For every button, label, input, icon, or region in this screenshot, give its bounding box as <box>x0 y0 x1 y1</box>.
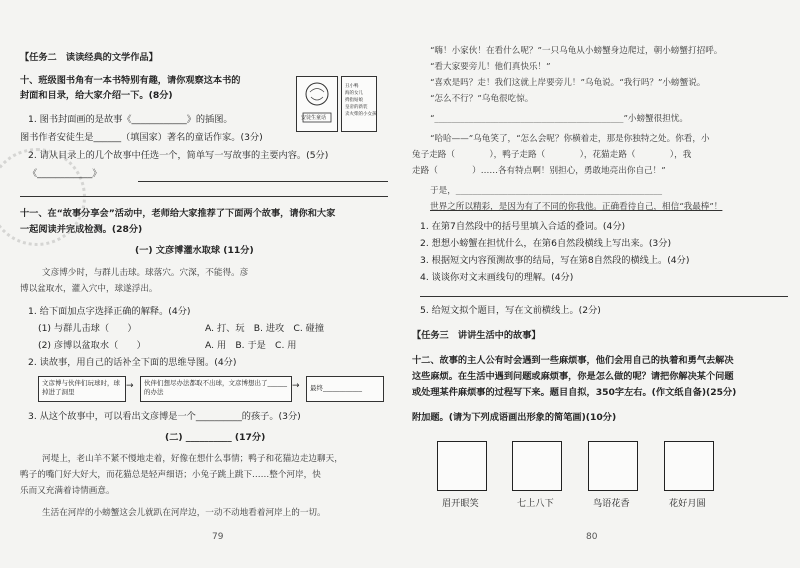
mindmap-box-2 <box>140 376 292 402</box>
story-para-3: “喜欢是吗？走！我们这就上岸要旁儿！”乌龟说。“我行吗？”小螃蟹说。 <box>430 78 706 88</box>
drawing-box-1[interactable] <box>437 441 487 491</box>
story-para-2: “看大家要旁儿！他们真快乐！” <box>430 62 551 72</box>
drawing-box-3[interactable] <box>588 441 638 491</box>
story1-title: (一) 文彦博灌水取球 (11分) <box>135 245 254 256</box>
q10-quote-blank[interactable]: 《____________》 <box>28 168 102 179</box>
q11-1b-options: A. 用 B. 于是 C. 用 <box>205 340 297 351</box>
story2-line2: 鸭子的嘴门好大好大，而花猫总是轻声细语；小兔子跳上跳下……整个河岸，快 <box>20 470 321 480</box>
q10-part1: 1. 图书封面画的是故事《____________》的插图。 <box>28 114 233 125</box>
arrow-right-icon: → <box>126 381 134 391</box>
r-question-3: 3. 根据短文内容预测故事的结局，写在第8自然段的横线上。(4分) <box>420 255 690 266</box>
extra-question: 附加题。(请为下列成语画出形象的简笔画)(10分) <box>412 412 617 423</box>
toc-item: 丑小鸭 <box>345 84 359 89</box>
q11-title-line2: 一起阅读并完成检测。(28分) <box>20 224 143 235</box>
q10-part2: 2. 请从目录上的几个故事中任选一个，简单写一写故事的主要内容。(5分) <box>28 150 329 161</box>
q11-1a-options: A. 打、玩 B. 进攻 C. 碰撞 <box>205 323 325 334</box>
q10-title-line1: 十、班级图书角有一本书特别有趣，请你观察这本书的 <box>20 75 241 86</box>
story2-line3: 乐而又充满着诗情画意。 <box>20 486 115 496</box>
story2-title: (二) __________ (17分) <box>165 432 266 443</box>
story-para-1: “嗨！小家伙！在看什么呢？”一只乌龟从小螃蟹身边爬过，朝小螃蟹打招呼。 <box>430 46 723 56</box>
page-number-right: 80 <box>586 532 598 542</box>
q11-1a: (1) 与群儿击球（ ） <box>38 323 137 334</box>
story2-line1: 河堤上，老山羊不紧不慢地走着，好像在想什么事情；鸭子和花猫边走边聊天， <box>42 454 343 464</box>
story-para-4: “怎么不行？”乌龟很吃惊。 <box>430 94 534 104</box>
mindmap-box-1 <box>38 376 126 402</box>
story-para-9-blank[interactable]: 于是，________________________________________________ <box>430 186 663 196</box>
mindmap-text-3[interactable]: 最终____________ <box>310 384 362 392</box>
story1-line2: 博以盆取水，灌入穴中，球遂浮出。 <box>20 284 158 294</box>
r-question-2: 2. 想想小螃蟹在担忧什么，在第6自然段横线上写出来。(3分) <box>420 238 672 249</box>
r-question-1: 1. 在第7自然段中的括号里填入合适的叠词。(4分) <box>420 221 626 232</box>
q12-line1: 十二、故事的主人公有时会遇到一些麻烦事，他们会用自己的执着和勇气去解决 <box>412 355 734 366</box>
q11-2: 2. 读故事，用自己的话补全下面的思维导图。(4分) <box>28 357 237 368</box>
story-para-5-blank[interactable]: “____________________________________________”小螃蟹很担忧。 <box>430 114 689 124</box>
arrow-right-icon: → <box>292 381 300 391</box>
idiom-label: 鸟语花香 <box>593 498 630 509</box>
mindmap-text-1: 文彦博与伙伴们玩球时，球掉进了洞里 <box>42 379 120 396</box>
q11-3: 3. 从这个故事中，可以看出文彦博是一个__________的孩子。(3分) <box>28 411 301 422</box>
book-cover <box>296 76 338 132</box>
q11-1: 1. 给下面加点字选择正确的解释。(4分) <box>28 306 191 317</box>
q10-title-line2: 封面和目录，给大家介绍一下。(8分) <box>20 90 173 101</box>
story-para-7[interactable]: 兔子走路（ ），鸭子走路（ ），花猫走路（ ），我 <box>412 150 692 160</box>
idiom-label: 眉开眼笑 <box>442 498 479 509</box>
underlined-sentence: 世界之所以精彩，是因为有了不同的你我他。正确看待自己，相信“我最棒”！ <box>430 202 723 212</box>
r-question-5: 5. 给短文拟个题目，写在文前横线上。(2分) <box>420 305 601 316</box>
cover-title: 安徒生童话 <box>301 115 327 121</box>
toc-item: 卖火柴的小女孩 <box>345 112 377 117</box>
cover-illustration-icon <box>297 77 337 131</box>
q10-part1b: 图书作者安徒生是______（填国家）著名的童话作家。(3分) <box>20 132 263 143</box>
book-toc <box>341 76 377 132</box>
page-number-left: 79 <box>212 532 224 542</box>
mindmap-text-2[interactable]: 伙伴们想尽办法都取不出球，文彦博想出了______的办法 <box>144 379 287 396</box>
toc-item: 皇帝的新装 <box>345 105 368 110</box>
task3-heading: 【任务三 讲讲生活中的故事】 <box>412 330 541 341</box>
r-question-4: 4. 谈谈你对文末画线句的理解。(4分) <box>420 272 574 283</box>
answer-line[interactable] <box>420 296 788 297</box>
answer-line[interactable] <box>138 181 388 182</box>
drawing-box-2[interactable] <box>512 441 562 491</box>
toc-item: 海的女儿 <box>345 91 363 96</box>
q11-1b: (2) 彦博以盆取水（ ） <box>38 340 146 351</box>
drawing-box-4[interactable] <box>664 441 714 491</box>
q12-line3: 或处理某件麻烦事的过程写下来。题目自拟，350字左右。(作文纸自备)(25分) <box>412 387 737 398</box>
idiom-label: 七上八下 <box>517 498 554 509</box>
toc-item: 拇指姑娘 <box>345 98 363 103</box>
story-para-8: 走路（ ）……各有特点啊！别担心，勇敢地亮出你自己！” <box>412 166 666 176</box>
task2-heading: 【任务二 读读经典的文学作品】 <box>20 52 158 63</box>
story-para-6: “哈哈——”乌龟笑了，“怎么会呢？你横着走，那是你独特之处。你看，小 <box>430 134 710 144</box>
mindmap-box-3 <box>306 376 384 402</box>
answer-line[interactable] <box>20 196 388 197</box>
story1-line1: 文彦博少时，与群儿击球。球落穴。穴深，不能得。彦 <box>42 268 249 278</box>
story2-line4: 生活在河岸的小螃蟹这会儿就趴在河岸边，一动不动地看着河岸上的一切。 <box>42 508 326 518</box>
q11-title-line1: 十一、在“故事分享会”活动中，老师给大家推荐了下面两个故事，请你和大家 <box>20 208 336 219</box>
q12-line2: 这些麻烦。在生活中遇到问题或麻烦事，你是怎么做的呢？请把你解决某个问题 <box>412 371 734 382</box>
idiom-label: 花好月圆 <box>669 498 706 509</box>
